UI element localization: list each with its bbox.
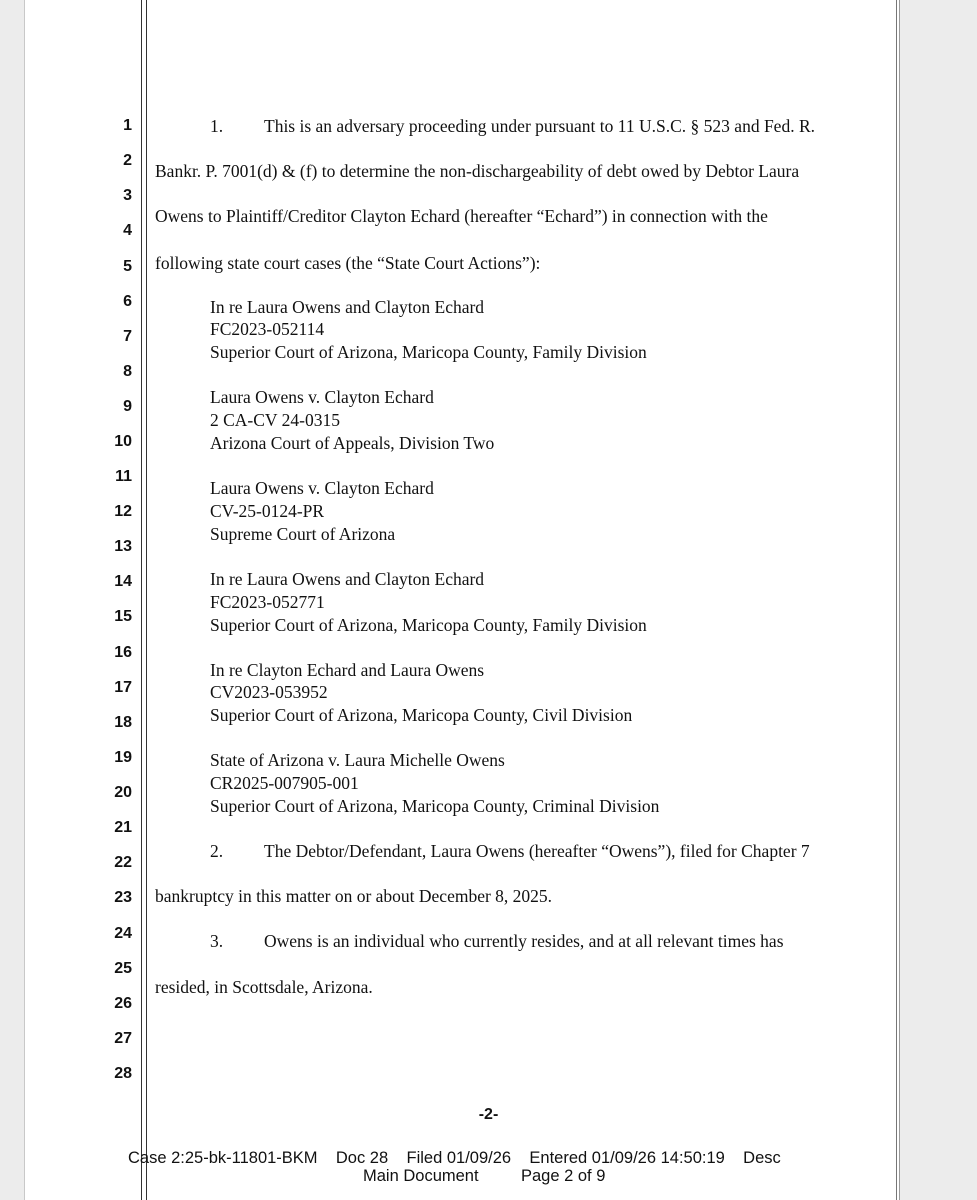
paragraph-line: bankruptcy in this matter on or about December 8, 2025. [155,886,553,906]
case-caption: Laura Owens v. Clayton Echard [210,387,434,407]
line-number: 6 [123,293,132,310]
case-caption: State of Arizona v. Laura Michelle Owens [210,750,505,770]
line-number: 9 [123,398,132,415]
paragraph-line: following state court cases (the “State Court Actions”): [155,253,541,273]
right-margin-rule [896,0,897,1200]
case-court: Arizona Court of Appeals, Division Two [210,433,495,453]
case-court: Superior Court of Arizona, Maricopa County, Criminal Division [210,796,660,816]
line-number: 24 [114,925,132,942]
line-number: 27 [114,1030,132,1047]
line-number: 15 [114,608,132,625]
case-number: FC2023-052114 [210,319,325,339]
paragraph-line: Owens is an individual who currently resides, and at all relevant times has [264,931,784,951]
case-caption: In re Laura Owens and Clayton Echard [210,569,485,589]
line-number: 4 [123,222,132,239]
line-number: 8 [123,363,132,380]
line-number: 14 [114,573,132,590]
case-court: Supreme Court of Arizona [210,524,396,544]
page-of-label: Page 2 of 9 [521,1167,606,1185]
paragraph-line: Bankr. P. 7001(d) & (f) to determine the non-dischargeability of debt owed by Debtor Laura [155,161,800,181]
line-number: 20 [114,784,132,801]
line-number: 23 [114,889,132,906]
main-document-label: Main Document [363,1167,479,1185]
paragraph-line: resided, in Scottsdale, Arizona. [155,977,373,997]
paragraph-number: 2. [210,841,224,861]
paragraph-line: This is an adversary proceeding under pursuant to 11 U.S.C. § 523 and Fed. R. [264,116,815,136]
paragraph-number: 1. [210,116,224,136]
line-number: 28 [114,1065,132,1082]
case-header-line: Case 2:25-bk-11801-BKM Doc 28 Filed 01/09/26 Entered 01/09/26 14:50:19 Desc [128,1149,781,1167]
page-number: -2- [478,1106,499,1123]
case-caption: Laura Owens v. Clayton Echard [210,478,434,498]
line-number: 17 [114,679,132,696]
left-margin-rule-1 [141,0,142,1200]
line-number: 18 [114,714,132,731]
line-number: 3 [123,187,132,204]
line-number: 13 [114,538,132,555]
line-number: 16 [114,644,132,661]
line-number: 21 [114,819,132,836]
case-number: 2 CA-CV 24-0315 [210,410,340,430]
line-number: 25 [114,960,132,977]
line-number: 12 [114,503,132,520]
line-number: 26 [114,995,132,1012]
case-number: CR2025-007905-001 [210,773,359,793]
case-caption: In re Clayton Echard and Laura Owens [210,660,485,680]
case-number: CV-25-0124-PR [210,501,325,521]
case-number: FC2023-052771 [210,592,325,612]
line-number: 22 [114,854,132,871]
paragraph-number: 3. [210,931,224,951]
line-number: 1 [123,117,132,134]
line-number: 11 [115,468,132,485]
line-number: 10 [114,433,132,450]
case-caption: In re Laura Owens and Clayton Echard [210,297,485,317]
case-court: Superior Court of Arizona, Maricopa County, Family Division [210,615,647,635]
paragraph-line: Owens to Plaintiff/Creditor Clayton Echard (hereafter “Echard”) in connection with the [155,206,768,226]
case-court: Superior Court of Arizona, Maricopa County, Family Division [210,342,647,362]
paragraph-line: The Debtor/Defendant, Laura Owens (hereafter “Owens”), filed for Chapter 7 [264,841,810,861]
line-number: 19 [114,749,132,766]
left-margin-rule-2 [146,0,147,1200]
line-number: 5 [123,258,132,275]
line-number: 7 [123,328,132,345]
line-number: 2 [123,152,132,169]
case-court: Superior Court of Arizona, Maricopa County, Civil Division [210,705,633,725]
case-number: CV2023-053952 [210,682,328,702]
